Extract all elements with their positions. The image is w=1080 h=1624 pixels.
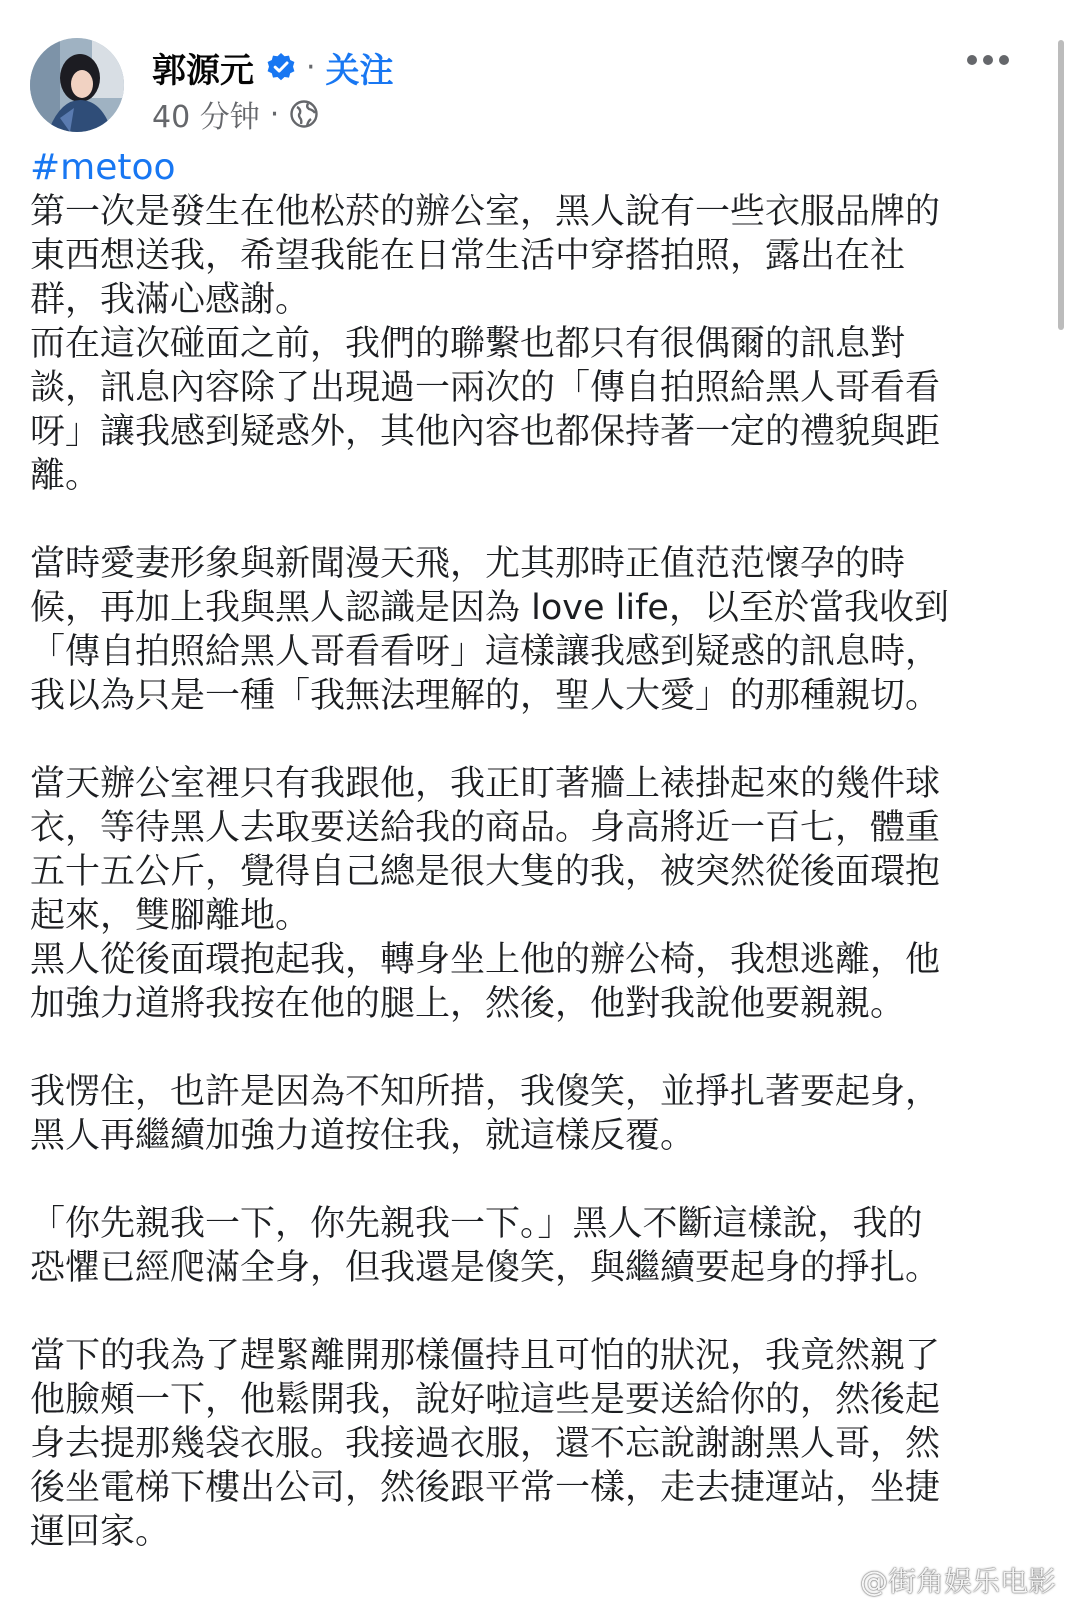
post-text-line: 當天辦公室裡只有我跟他，我正盯著牆上裱掛起來的幾件球 [30,764,941,804]
paragraph-gap [30,1290,1015,1334]
hashtag-link[interactable]: #metoo [30,147,176,188]
post-paragraph [30,762,1015,1026]
post-text-line: 身去提那幾袋衣服。我接過衣服，還不忘說謝謝黑人哥，然 [30,1424,941,1464]
author-row [152,42,394,92]
post-paragraph [30,542,1015,718]
post-header [0,0,1080,150]
post-text-line: 第一次是發生在他松菸的辦公室，黑人說有一些衣服品牌的 [30,192,941,232]
scrollbar[interactable] [1058,40,1064,330]
post-paragraph [30,1070,1015,1158]
post-text-line: 談，訊息內容除了出現過一兩次的「傳自拍照給黑人哥看看 [30,368,941,408]
post-text-line: 我愣住，也許是因為不知所措，我傻笑，並掙扎著要起身， [30,1072,941,1112]
post-timestamp[interactable]: 40 分钟 [152,100,260,135]
post-text-line: 五十五公斤，覺得自己總是很大隻的我，被突然從後面環抱 [30,852,941,892]
paragraph-gap [30,1158,1015,1202]
avatar-image [30,38,124,132]
post-text-line: 而在這次碰面之前，我們的聯繫也都只有很偶爾的訊息對 [30,324,906,364]
post-text-line: 當時愛妻形象與新聞漫天飛，尤其那時正值范范懷孕的時 [30,544,906,584]
watermark-text: @街角娱乐电影 [860,1565,1057,1598]
post-text-line: 後坐電梯下樓出公司，然後跟平常一樣，走去捷運站，坐捷 [30,1468,941,1508]
more-options-icon[interactable] [958,40,1018,80]
post-text-line: 衣，等待黑人去取要送給我的商品。身高將近一百七，體重 [30,808,941,848]
post-paragraph [30,1334,1015,1554]
post-text-line: 恐懼已經爬滿全身，但我還是傻笑，與繼續要起身的掙扎。 [30,1248,941,1288]
post-text-line: 呀」讓我感到疑惑外，其他內容也都保持著一定的禮貌與距 [30,412,941,452]
post-meta [152,92,319,136]
separator-dot: · [306,49,316,85]
avatar[interactable] [30,38,124,132]
post-text-line: 候，再加上我與黑人認識是因為 love life，以至於當我收到 [30,588,949,628]
post-text-line: 黑人從後面環抱起我，轉身坐上他的辦公椅，我想逃離，他 [30,940,941,980]
post-paragraph [30,1202,1015,1290]
post-text-line: 加強力道將我按在他的腿上，然後，他對我說他要親親。 [30,984,906,1024]
post-text-line: 「傳自拍照給黑人哥看看呀」這樣讓我感到疑惑的訊息時， [30,632,941,672]
post-paragraph [30,190,1015,498]
weibo-logo-icon [818,1565,852,1595]
paragraph-gap [30,1026,1015,1070]
post-text-line: 群，我滿心感謝。 [30,280,311,320]
post-text-line: 我以為只是一種「我無法理解的，聖人大愛」的那種親切。 [30,676,941,716]
post-text-line: 黑人再繼續加強力道按住我，就這樣反覆。 [30,1116,696,1156]
separator-dot: · [269,96,280,132]
post-text-line: 當下的我為了趕緊離開那樣僵持且可怕的狀況，我竟然親了 [30,1336,941,1376]
paragraph-gap [30,498,1015,542]
verified-badge-icon [266,52,296,82]
post-text-line: 離。 [30,456,101,496]
post-text-line: 起來，雙腳離地。 [30,896,311,936]
post-text-line: 他臉頰一下，他鬆開我，說好啦這些是要送給你的，然後起 [30,1380,941,1420]
paragraph-gap [30,718,1015,762]
post-text-line: 運回家。 [30,1512,171,1552]
post-body [30,146,1015,1554]
watermark [818,1560,1056,1600]
follow-button[interactable]: 关注 [325,50,394,91]
author-name[interactable]: 郭源元 [152,50,254,91]
post-text-line: 東西想送我，希望我能在日常生活中穿搭拍照，露出在社 [30,236,906,276]
post-text-line: 「你先親我一下，你先親我一下。」黑人不斷這樣說，我的 [30,1204,923,1244]
globe-icon [289,99,319,129]
